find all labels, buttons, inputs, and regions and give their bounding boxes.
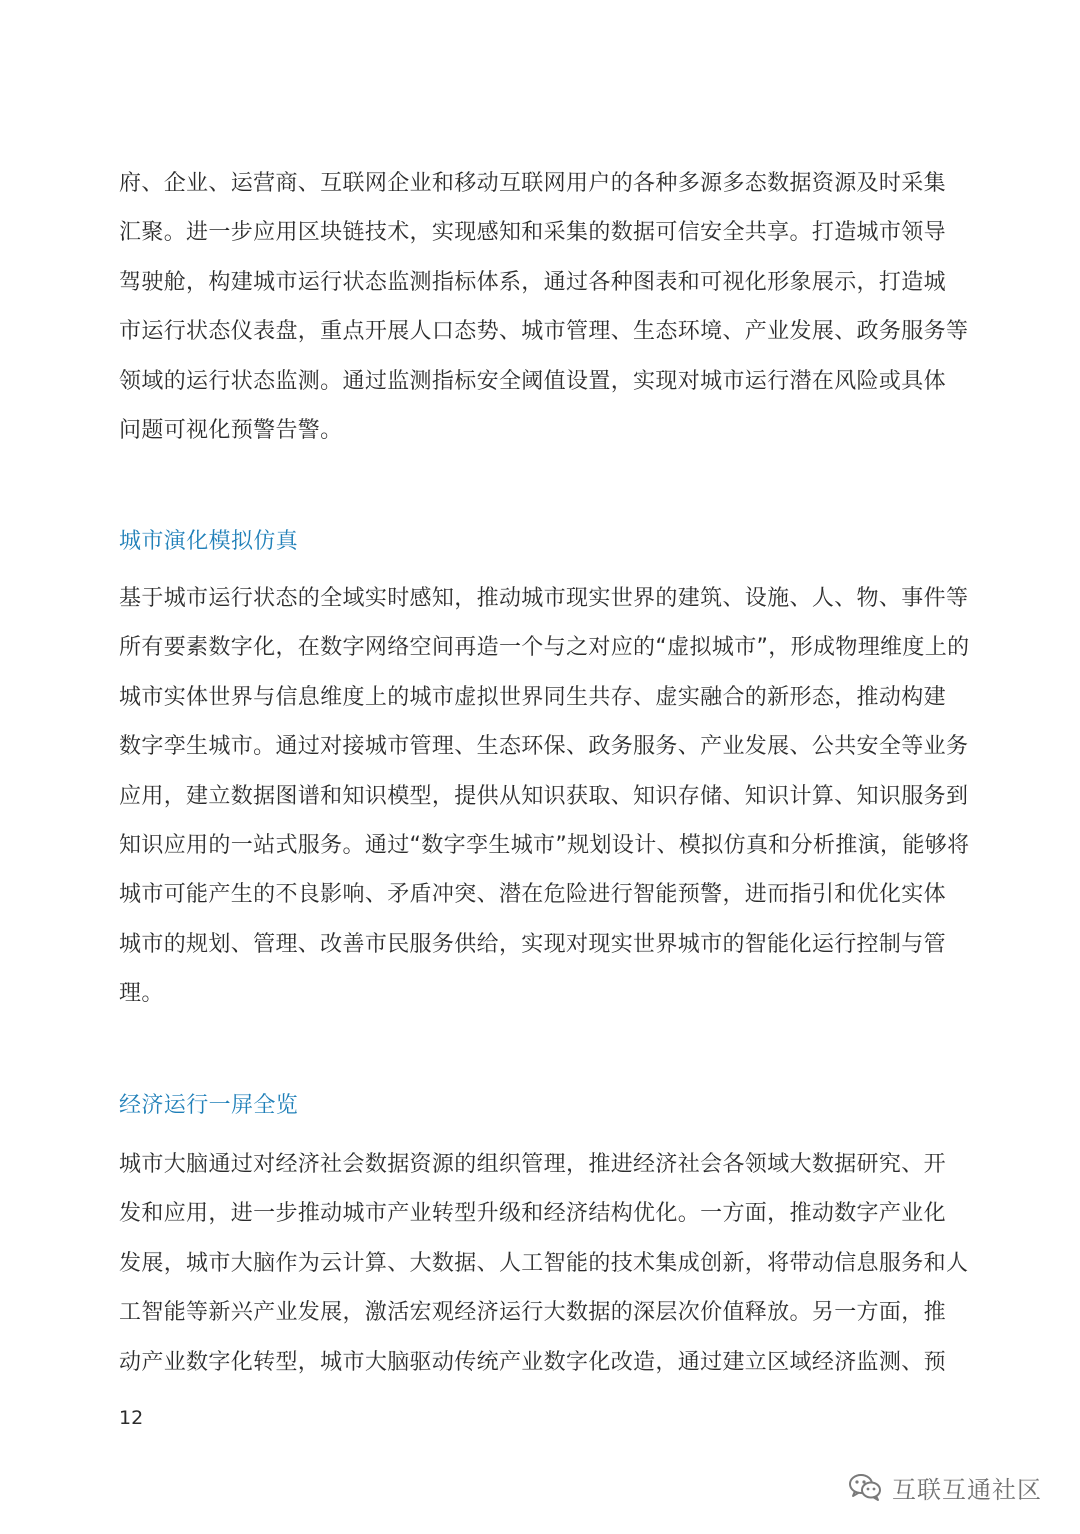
paragraph-line: 城市大脑通过对经济社会数据资源的组织管理，推进经济社会各领域大数据研究、开 — [119, 1152, 946, 1177]
paragraph-line: 汇聚。进一步应用区块链技术，实现感知和采集的数据可信安全共享。打造城市领导 — [119, 220, 946, 246]
paragraph-line: 驾驶舱，构建城市运行状态监测指标体系，通过各种图表和可视化形象展示，打造城 — [119, 269, 946, 295]
paragraph-line: 问题可视化预警告警。 — [119, 418, 343, 444]
paragraph-line: 理。 — [119, 981, 164, 1007]
paragraph-line: 工智能等新兴产业发展，激活宏观经济运行大数据的深层次价值释放。另一方面，推 — [119, 1300, 946, 1326]
paragraph-line: 府、企业、运营商、互联网企业和移动互联网用户的各种多源多态数据资源及时采集 — [119, 171, 946, 196]
paragraph-line: 所有要素数字化，在数字网络空间再造一个与之对应的“虚拟城市”，形成物理维度上的 — [119, 635, 970, 661]
paragraph-line: 数字孪生城市。通过对接城市管理、生态环保、政务服务、产业发展、公共安全等业务 — [119, 734, 969, 760]
paragraph-line: 知识应用的一站式服务。通过“数字孪生城市”规划设计、模拟仿真和分析推演，能够将 — [119, 833, 970, 859]
paragraph-line: 动产业数字化转型，城市大脑驱动传统产业数字化改造，通过建立区域经济监测、预 — [119, 1349, 946, 1375]
intro-paragraph — [119, 159, 967, 455]
paragraph-line: 应用，建立数据图谱和知识模型，提供从知识获取、知识存储、知识计算、知识服务到 — [119, 783, 969, 809]
economy-paragraph — [119, 1140, 967, 1387]
paragraph-line: 领域的运行状态监测。通过监测指标安全阈值设置，实现对城市运行潜在风险或具体 — [119, 368, 946, 394]
watermark — [848, 1466, 1042, 1508]
simulation-paragraph — [119, 574, 970, 1019]
paragraph-line: 发和应用，进一步推动城市产业转型升级和经济结构优化。一方面，推动数字产业化 — [119, 1201, 946, 1227]
wechat-icon — [848, 1472, 882, 1502]
paragraph-line: 基于城市运行状态的全域实时感知，推动城市现实世界的建筑、设施、人、物、事件等 — [119, 586, 969, 611]
watermark-text: 互联互通社区 — [892, 1475, 1042, 1504]
paragraph-line: 城市实体世界与信息维度上的城市虚拟世界同生共存、虚实融合的新形态，推动构建 — [119, 684, 946, 710]
paragraph-line: 市运行状态仪表盘，重点开展人口态势、城市管理、生态环境、产业发展、政务服务等 — [119, 319, 969, 345]
section-heading-economy: 经济运行一屏全览 — [119, 1093, 299, 1118]
page-number: 12 — [119, 1407, 144, 1429]
paragraph-line: 发展，城市大脑作为云计算、大数据、人工智能的技术集成创新，将带动信息服务和人 — [119, 1250, 969, 1276]
paragraph-line: 城市可能产生的不良影响、矛盾冲突、潜在危险进行智能预警，进而指引和优化实体 — [119, 882, 946, 908]
paragraph-line: 城市的规划、管理、改善市民服务供给，实现对现实世界城市的智能化运行控制与管 — [119, 931, 946, 957]
section-heading-simulation: 城市演化模拟仿真 — [119, 529, 299, 554]
